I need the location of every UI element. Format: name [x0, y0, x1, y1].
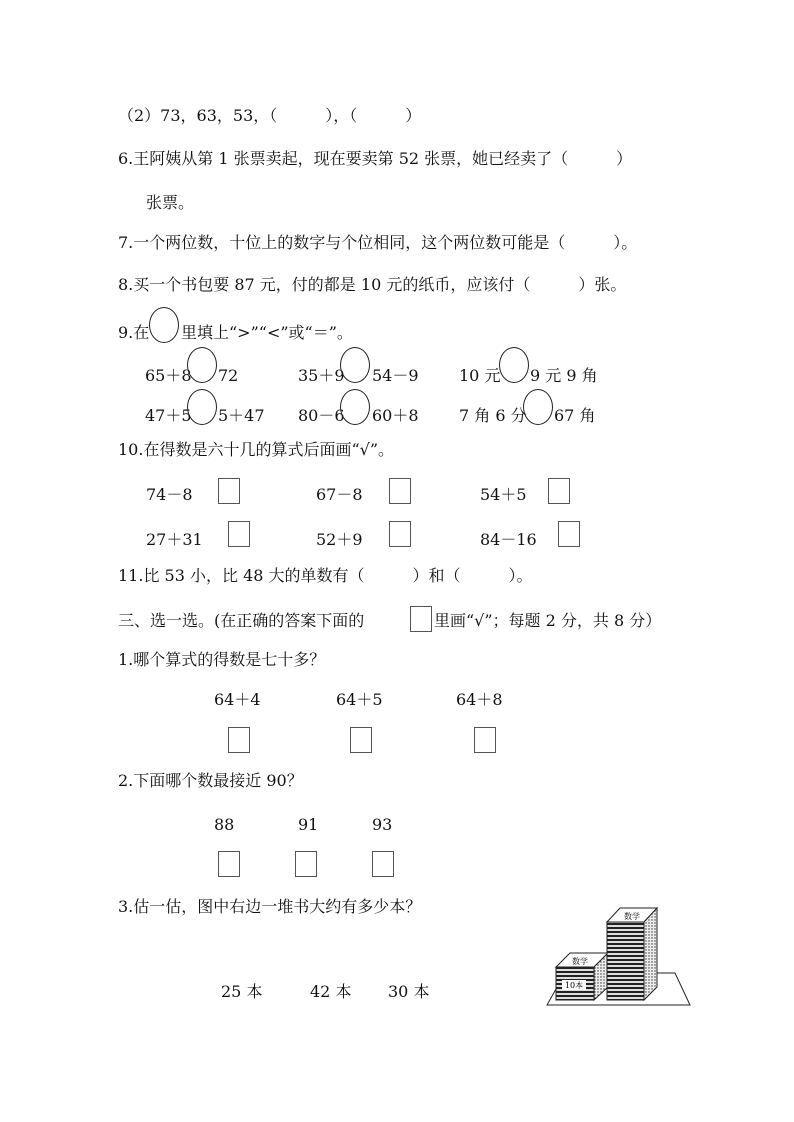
tall-book-title: 数学 — [624, 912, 640, 921]
q9-item-left: 65＋8 — [145, 366, 192, 385]
q9-item-left: 7 角 6 分 — [459, 406, 527, 425]
section3-prefix: 三、选一选。(在正确的答案下面的 — [118, 611, 365, 630]
q9-item-left: 10 元 — [459, 366, 501, 385]
answer-box[interactable] — [372, 851, 394, 877]
q9-item-right: 67 角 — [554, 406, 596, 425]
answer-circle[interactable] — [340, 389, 370, 425]
q9-suffix: 里填上“>”“<”或“＝”。 — [181, 323, 353, 342]
q9-item-right: 54－9 — [372, 366, 419, 385]
answer-box[interactable] — [228, 521, 250, 547]
q10-title: 10.在得数是六十几的算式后面画“√”。 — [118, 440, 395, 459]
answer-box[interactable] — [389, 478, 411, 504]
answer-circle[interactable] — [187, 389, 217, 425]
small-book-title: 数学 — [572, 957, 588, 966]
q10-item: 67－8 — [316, 485, 363, 504]
answer-box[interactable] — [350, 727, 372, 753]
answer-box[interactable] — [218, 851, 240, 877]
option: 25 本 — [221, 982, 263, 1001]
option: 30 本 — [388, 982, 430, 1001]
answer-circle[interactable] — [340, 347, 370, 383]
q11: 11.比 53 小，比 48 大的单数有（ ）和（ ）。 — [118, 566, 533, 585]
q9-item-left: 80－6 — [298, 406, 345, 425]
option: 64＋4 — [214, 690, 261, 709]
option: 42 本 — [310, 982, 352, 1001]
answer-box[interactable] — [218, 478, 240, 504]
q9-prefix: 9.在 — [118, 323, 150, 342]
q9-item-left: 47＋5 — [145, 406, 192, 425]
q6-line1: 6.王阿姨从第 1 张票卖起，现在要卖第 52 张票，她已经卖了（ ） — [118, 149, 633, 168]
q9-item-right: 72 — [218, 366, 239, 385]
q10-item: 74－8 — [146, 485, 193, 504]
s3q2-title: 2.下面哪个数最接近 90？ — [118, 771, 303, 790]
q6-line2: 张票。 — [146, 193, 195, 212]
q8: 8.买一个书包要 87 元，付的都是 10 元的纸币，应该付（ ）张。 — [118, 275, 627, 294]
q10-item: 52＋9 — [316, 530, 363, 549]
option: 64＋5 — [336, 690, 383, 709]
q7: 7.一个两位数，十位上的数字与个位相同，这个两位数可能是（ ）。 — [118, 233, 638, 252]
answer-box[interactable] — [228, 727, 250, 753]
option: 91 — [298, 815, 319, 834]
answer-circle[interactable] — [187, 347, 217, 383]
q5-part2: （2）73，63，53，（ ），（ ） — [118, 106, 422, 125]
option: 88 — [214, 815, 235, 834]
q10-item: 27＋31 — [146, 530, 203, 549]
s3q1-title: 1.哪个算式的得数是七十多？ — [118, 650, 326, 669]
q9-item-right: 9 元 9 角 — [530, 366, 598, 385]
book-stacks-illustration — [540, 895, 700, 1010]
checkbox-icon — [410, 606, 432, 632]
answer-circle[interactable] — [523, 389, 553, 425]
q10-item: 54＋5 — [480, 485, 527, 504]
answer-box[interactable] — [548, 478, 570, 504]
s3q3-title: 3.估一估，图中右边一堆书大约有多少本？ — [118, 897, 422, 916]
section3-suffix: 里画“√”；每题 2 分，共 8 分） — [434, 611, 662, 630]
option: 64＋8 — [456, 690, 503, 709]
q9-item-right: 5＋47 — [218, 406, 265, 425]
answer-box[interactable] — [558, 521, 580, 547]
small-stack-label: 10本 — [564, 981, 584, 990]
q9-item-left: 35＋9 — [298, 366, 345, 385]
answer-circle[interactable] — [499, 347, 529, 383]
q9-item-right: 60＋8 — [372, 406, 419, 425]
answer-box[interactable] — [389, 521, 411, 547]
compare-circle-icon — [149, 307, 179, 343]
q10-item: 84－16 — [480, 530, 537, 549]
answer-box[interactable] — [295, 851, 317, 877]
answer-box[interactable] — [474, 727, 496, 753]
option: 93 — [372, 815, 393, 834]
